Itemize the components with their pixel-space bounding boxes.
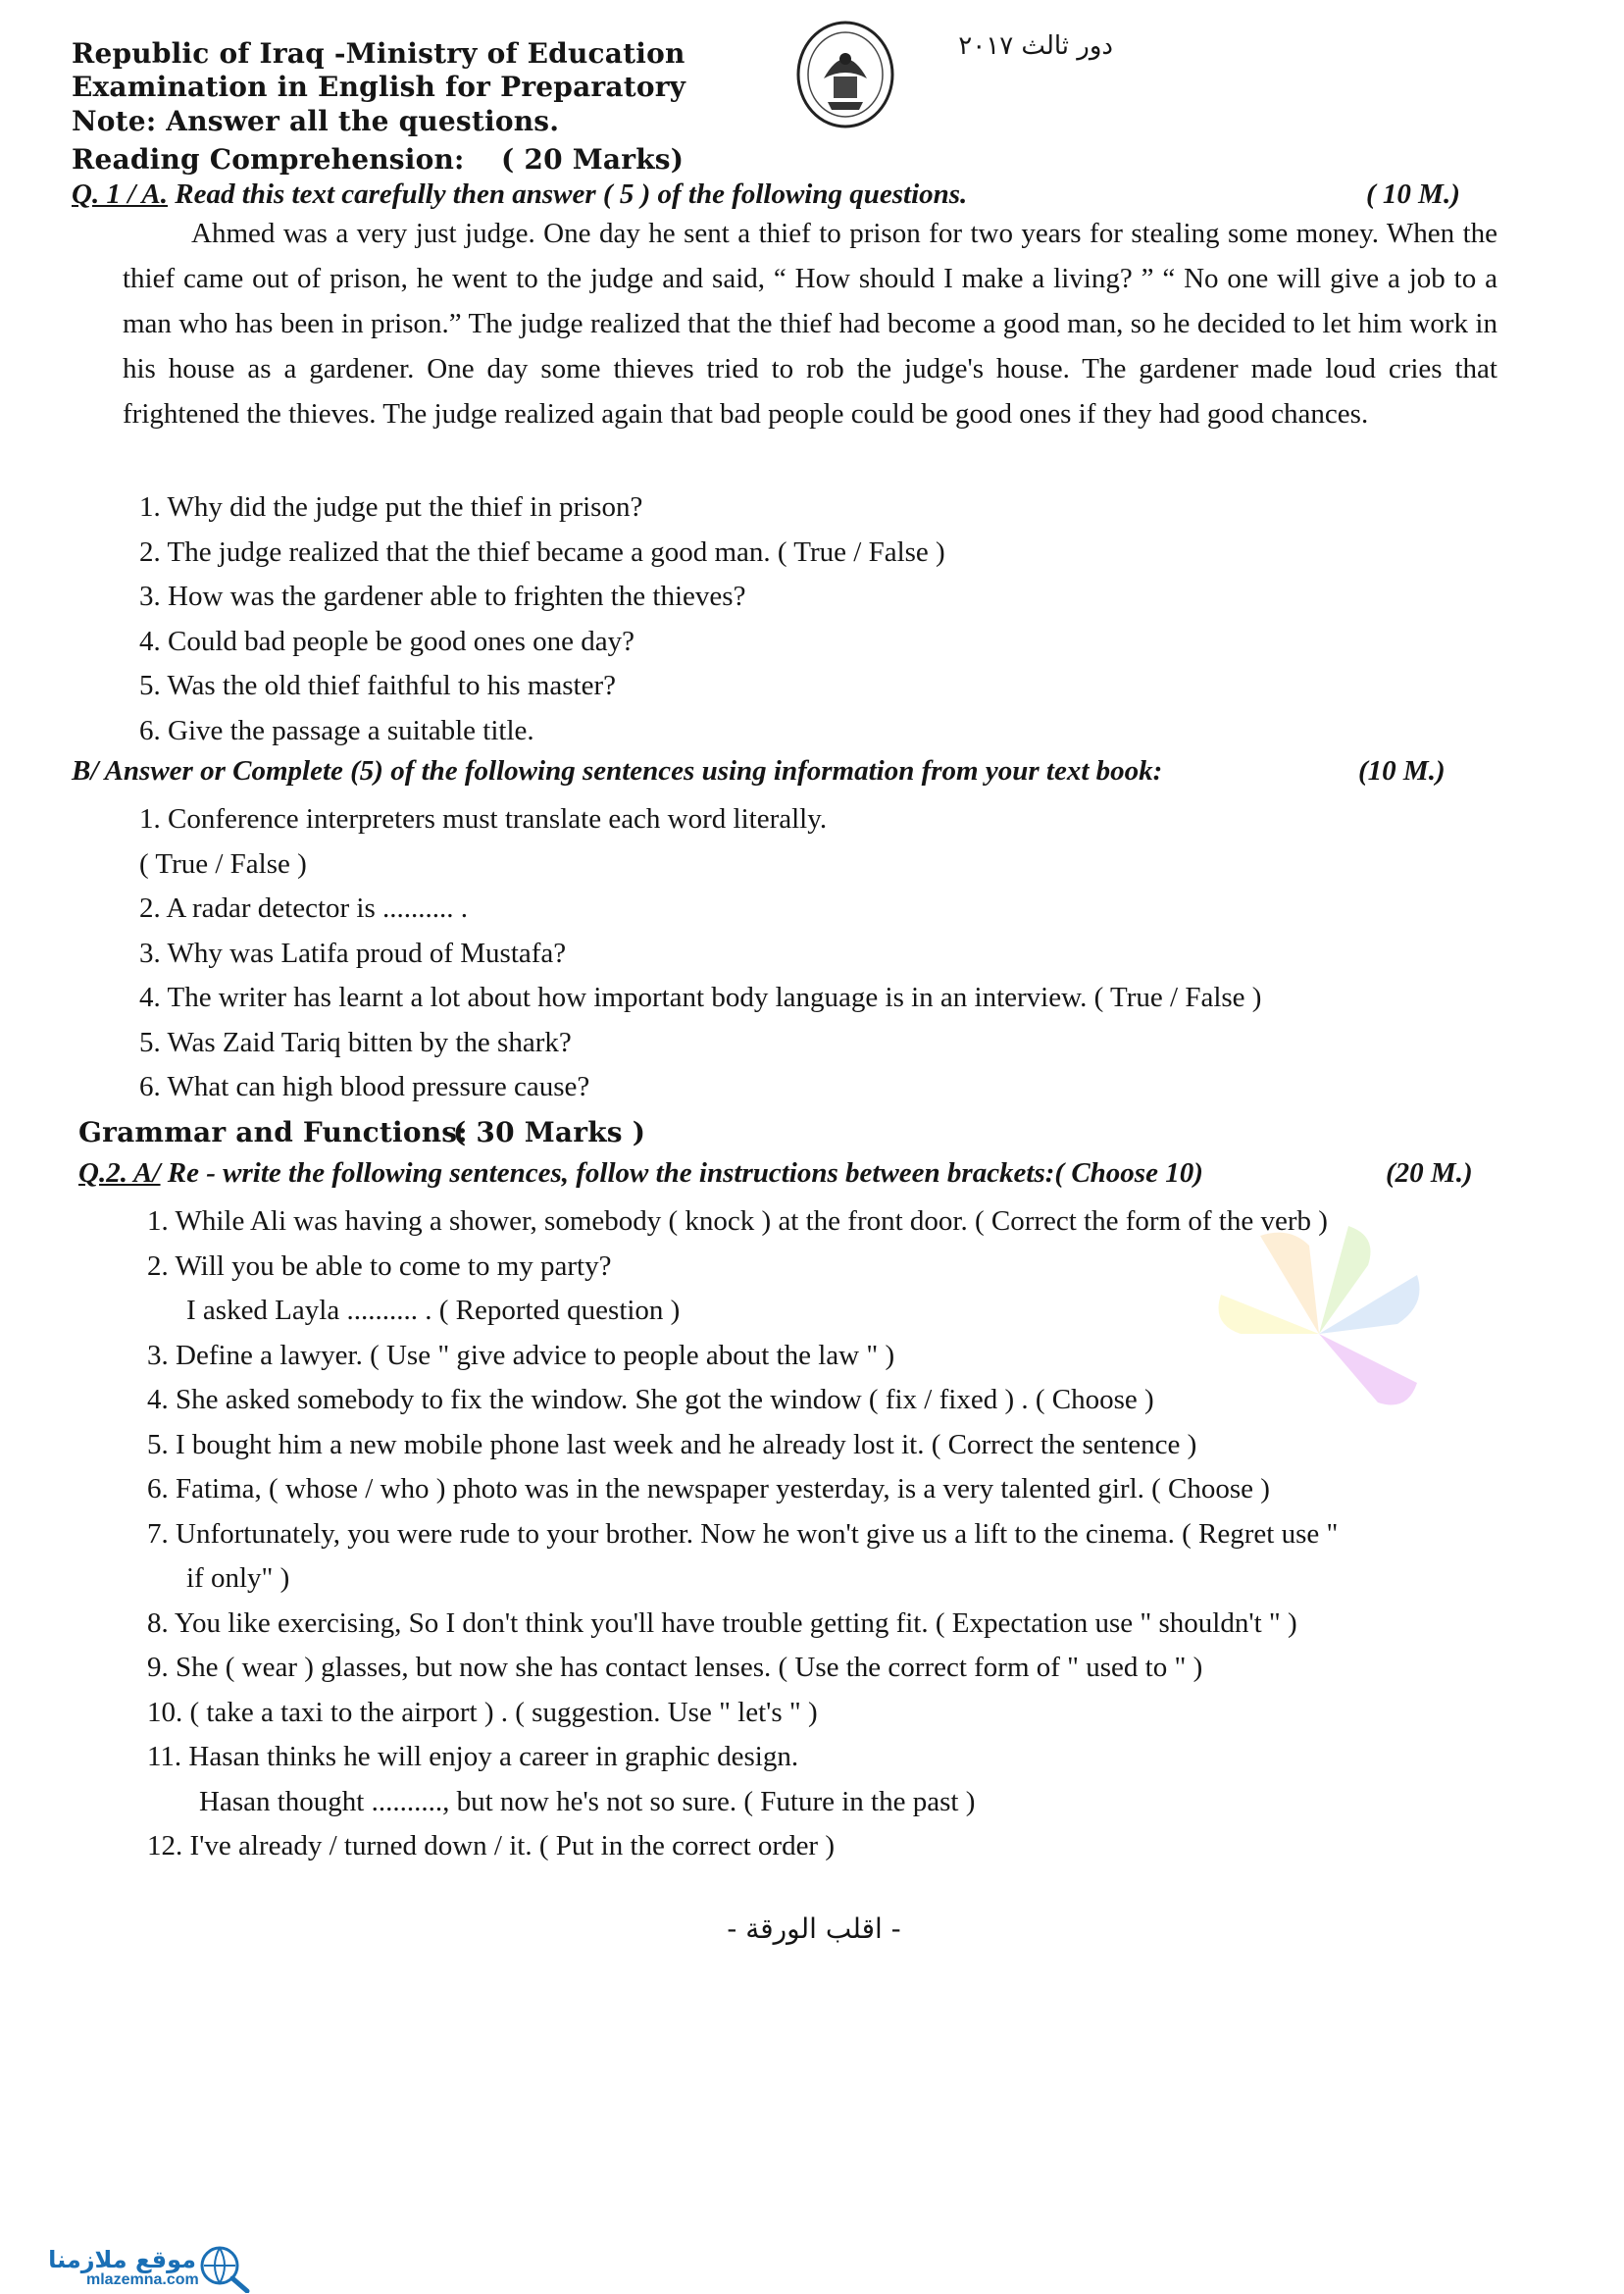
- q1b-marks: (10 M.): [1358, 755, 1446, 787]
- globe-search-icon: [196, 2244, 257, 2293]
- list-item: 6. Give the passage a suitable title.: [139, 715, 534, 746]
- list-item: 1. Why did the judge put the thief in prison?: [139, 491, 643, 523]
- list-item: 2. Will you be able to come to my party?: [147, 1250, 612, 1282]
- iraq-emblem-icon: [794, 20, 897, 129]
- list-item: ( True / False ): [139, 848, 307, 880]
- list-item: if only" ): [186, 1562, 290, 1594]
- list-item: 6. What can high blood pressure cause?: [139, 1071, 590, 1102]
- q1a-marks: ( 10 M.): [1366, 178, 1460, 210]
- section-title-grammar: Grammar and Functions:: [78, 1116, 468, 1148]
- list-item: 8. You like exercising, So I don't think you'll have trouble getting fit. ( Expectation use " shouldn't " ): [147, 1607, 1297, 1639]
- list-item: 4. Could bad people be good ones one day?: [139, 626, 634, 657]
- list-item: 3. Why was Latifa proud of Mustafa?: [139, 938, 567, 969]
- list-item: 4. She asked somebody to fix the window. She got the window ( fix / fixed ) . ( Choose ): [147, 1384, 1154, 1415]
- list-item: 7. Unfortunately, you were rude to your brother. Now he won't give us a lift to the cinema. ( Regret use ": [147, 1518, 1339, 1550]
- q1a-label: Q. 1 / A.: [72, 178, 169, 210]
- list-item: 1. While Ali was having a shower, somebody ( knock ) at the front door. ( Correct the form of the verb ): [147, 1205, 1328, 1237]
- section-marks-reading: ( 20 Marks): [501, 143, 685, 176]
- site-name: موقع ملازمنا: [48, 2246, 196, 2273]
- list-item: 4. The writer has learnt a lot about how important body language is in an interview. ( True / False ): [139, 982, 1262, 1013]
- list-item: 11. Hasan thinks he will enjoy a career in graphic design.: [147, 1741, 799, 1772]
- ministry-header: Republic of Iraq -Ministry of Education: [72, 37, 685, 70]
- list-item: 5. Was Zaid Tariq bitten by the shark?: [139, 1027, 572, 1058]
- q2a-heading: [78, 1157, 1203, 1190]
- list-item: 10. ( take a taxi to the airport ) . ( suggestion. Use " let's " ): [147, 1697, 818, 1728]
- list-item: 3. Define a lawyer. ( Use " give advice to people about the law " ): [147, 1340, 895, 1371]
- session-label: دور ثالث ٢٠١٧: [958, 31, 1113, 61]
- reading-passage: Ahmed was a very just judge. One day he sent a thief to prison for two years for stealing some money. When the thief came out of prison, he went to the judge and said, “ How should I make a living? ” “ No one will give a job to a man who has been in prison.” The judge realized that the thief had become a good man, so he decided to let him work in his house as a gardener. One day some thieves tried to rob the judge's house. The gardener made loud cries that frightened the thieves. The judge realized again that bad people could be good ones if they had good chances.: [123, 218, 1497, 430]
- q2a-marks: (20 M.): [1386, 1157, 1473, 1189]
- list-item: 6. Fatima, ( whose / who ) photo was in the newspaper yesterday, is a very talented girl. ( Choose ): [147, 1473, 1270, 1504]
- list-item: 3. How was the gardener able to frighten the thieves?: [139, 581, 746, 612]
- list-item: Hasan thought .........., but now he's not so sure. ( Future in the past ): [199, 1786, 976, 1817]
- q1a-heading: [72, 178, 967, 211]
- section-title-reading: Reading Comprehension:: [72, 143, 465, 176]
- watermark-logo-icon: [1201, 1216, 1437, 1452]
- list-item: I asked Layla .......... . ( Reported question ): [186, 1295, 681, 1326]
- list-item: 5. I bought him a new mobile phone last week and he already lost it. ( Correct the sentence ): [147, 1429, 1197, 1460]
- q1a-instruction: Read this text carefully then answer ( 5 ) of the following questions.: [175, 178, 968, 210]
- list-item: 5. Was the old thief faithful to his master?: [139, 670, 616, 701]
- list-item: 9. She ( wear ) glasses, but now she has contact lenses. ( Use the correct form of " used to " ): [147, 1652, 1203, 1683]
- site-url: mlazemna.com: [86, 2271, 199, 2288]
- list-item: 2. The judge realized that the thief became a good man. ( True / False ): [139, 536, 945, 568]
- list-item: 1. Conference interpreters must translate each word literally.: [139, 803, 828, 835]
- exam-title: Examination in English for Preparatory: [72, 71, 686, 103]
- turn-page-note: - اقلب الورقة -: [727, 1912, 901, 1945]
- section-marks-grammar: ( 30 Marks ): [453, 1116, 646, 1148]
- q1b-instruction: B/ Answer or Complete (5) of the following sentences using information from your text book:: [72, 755, 1163, 787]
- q2a-label: Q.2. A/: [78, 1157, 161, 1189]
- q2a-instruction: Re - write the following sentences, follow the instructions between brackets:( Choose 10): [167, 1157, 1203, 1189]
- list-item: 2. A radar detector is .......... .: [139, 892, 469, 924]
- exam-note: Note: Answer all the questions.: [72, 105, 560, 137]
- list-item: 12. I've already / turned down / it. ( Put in the correct order ): [147, 1830, 835, 1861]
